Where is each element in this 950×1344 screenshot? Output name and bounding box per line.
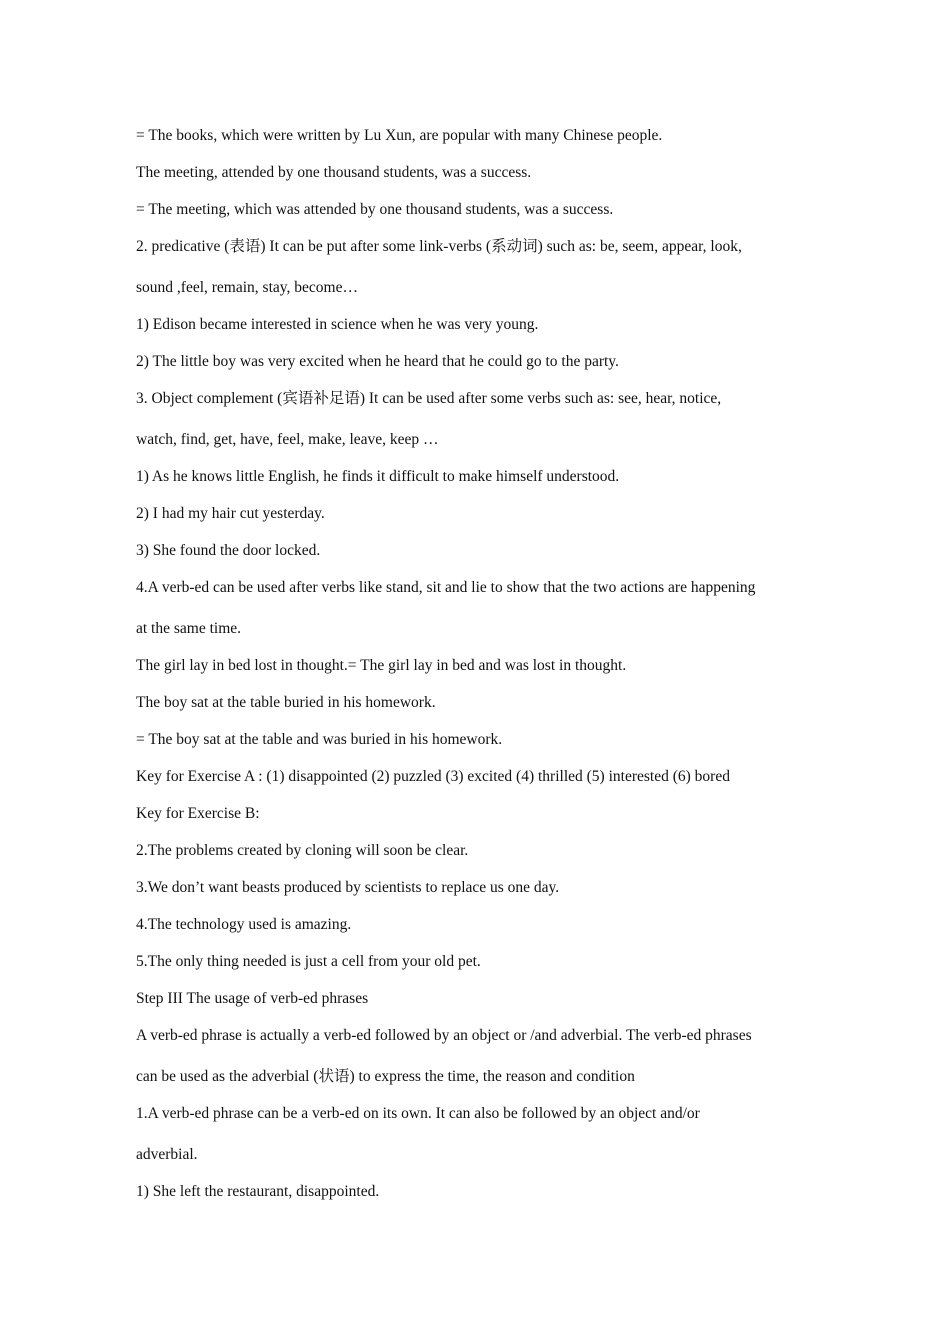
text-line: 1.A verb-ed phrase can be a verb-ed on its own. It can also be followed by an object and/or [136,1105,700,1122]
text-line: Step III The usage of verb-ed phrases [136,990,369,1007]
text-line: Key for Exercise B: [136,805,260,822]
text-line: 2.The problems created by cloning will soon be clear. [136,842,469,859]
text-line: = The meeting, which was attended by one thousand students, was a success. [136,201,614,218]
text-line: can be used as the adverbial (状语) to express the time, the reason and condition [136,1068,635,1085]
text-line: watch, find, get, have, feel, make, leave, keep … [136,431,439,448]
text-line: 2) I had my hair cut yesterday. [136,505,325,522]
text-line: A verb-ed phrase is actually a verb-ed followed by an object or /and adverbial. The verb-ed phrases [136,1027,752,1044]
text-line: 3) She found the door locked. [136,542,321,559]
text-line: = The boy sat at the table and was buried in his homework. [136,731,503,748]
text-line: 3.We don’t want beasts produced by scientists to replace us one day. [136,879,560,896]
text-line: 5.The only thing needed is just a cell from your old pet. [136,953,481,970]
text-line: 4.The technology used is amazing. [136,916,352,933]
text-line: 2) The little boy was very excited when he heard that he could go to the party. [136,353,619,370]
text-line: = The books, which were written by Lu Xun, are popular with many Chinese people. [136,127,663,144]
text-line: 4.A verb-ed can be used after verbs like stand, sit and lie to show that the two actions are happening [136,579,756,596]
document-body [136,124,816,1217]
text-line: at the same time. [136,620,242,637]
text-line: 3. Object complement (宾语补足语) It can be used after some verbs such as: see, hear, notice, [136,390,722,407]
text-line: 1) As he knows little English, he finds it difficult to make himself understood. [136,468,620,485]
text-line: 2. predicative (表语) It can be put after some link-verbs (系动词) such as: be, seem, appear, look, [136,238,742,255]
text-line: 1) She left the restaurant, disappointed. [136,1183,380,1200]
text-line: sound ,feel, remain, stay, become… [136,279,358,296]
text-line: 1) Edison became interested in science when he was very young. [136,316,539,333]
text-line: Key for Exercise A : (1) disappointed (2) puzzled (3) excited (4) thrilled (5) interested (6) bored [136,768,730,785]
text-line: adverbial. [136,1146,198,1163]
text-line: The boy sat at the table buried in his homework. [136,694,436,711]
text-line: The girl lay in bed lost in thought.= The girl lay in bed and was lost in thought. [136,657,627,674]
text-line: The meeting, attended by one thousand students, was a success. [136,164,532,181]
